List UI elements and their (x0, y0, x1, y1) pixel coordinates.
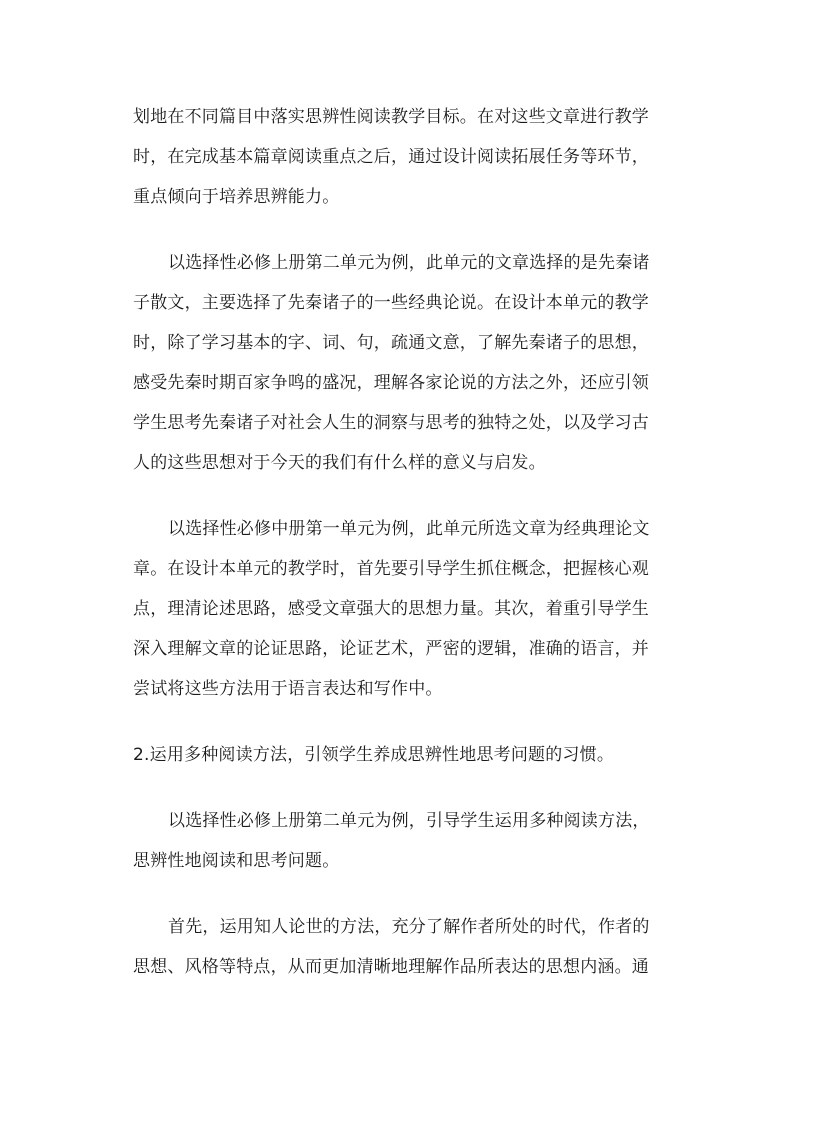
text-line: 尝试将这些方法用于语言表达和写作中。 (133, 679, 443, 699)
text-line: 点，理清论述思路，感受文章强大的思想力量。其次，着重引导学生 (133, 599, 649, 619)
text-line: 深入理解文章的论证思路，论证艺术，严密的逻辑，准确的语言，并 (133, 639, 649, 659)
text-line: 时，除了学习基本的字、词、句，疏通文意，了解先秦诸子的思想， (133, 333, 649, 353)
section-heading: 2.运用多种阅读方法，引领学生养成思辨性地思考问题的习惯。 (133, 745, 615, 765)
text-line: 学生思考先秦诸子对社会人生的洞察与思考的独特之处，以及学习古 (133, 413, 649, 433)
text-line: 重点倾向于培养思辨能力。 (133, 187, 340, 207)
text-line: 思辨性地阅读和思考问题。 (133, 851, 340, 871)
text-line: 章。在设计本单元的教学时，首先要引导学生抓住概念，把握核心观 (133, 559, 649, 579)
text-line: 以选择性必修中册第一单元为例，此单元所选文章为经典理论文 (168, 519, 650, 539)
text-line: 人的这些思想对于今天的我们有什么样的意义与启发。 (133, 453, 546, 473)
text-line: 子散文，主要选择了先秦诸子的一些经典论说。在设计本单元的教学 (133, 293, 649, 313)
text-line: 首先，运用知人论世的方法，充分了解作者所处的时代，作者的 (168, 917, 650, 937)
text-line: 思想、风格等特点，从而更加清晰地理解作品所表达的思想内涵。通 (133, 957, 649, 977)
text-line: 以选择性必修上册第二单元为例，引导学生运用多种阅读方法， (168, 811, 650, 831)
text-line: 划地在不同篇目中落实思辨性阅读教学目标。在对这些文章进行教学 (133, 107, 649, 127)
text-line: 时，在完成基本篇章阅读重点之后，通过设计阅读拓展任务等环节， (133, 147, 649, 167)
text-line: 以选择性必修上册第二单元为例，此单元的文章选择的是先秦诸 (168, 253, 650, 273)
text-line: 感受先秦时期百家争鸣的盛况，理解各家论说的方法之外，还应引领 (133, 373, 649, 393)
